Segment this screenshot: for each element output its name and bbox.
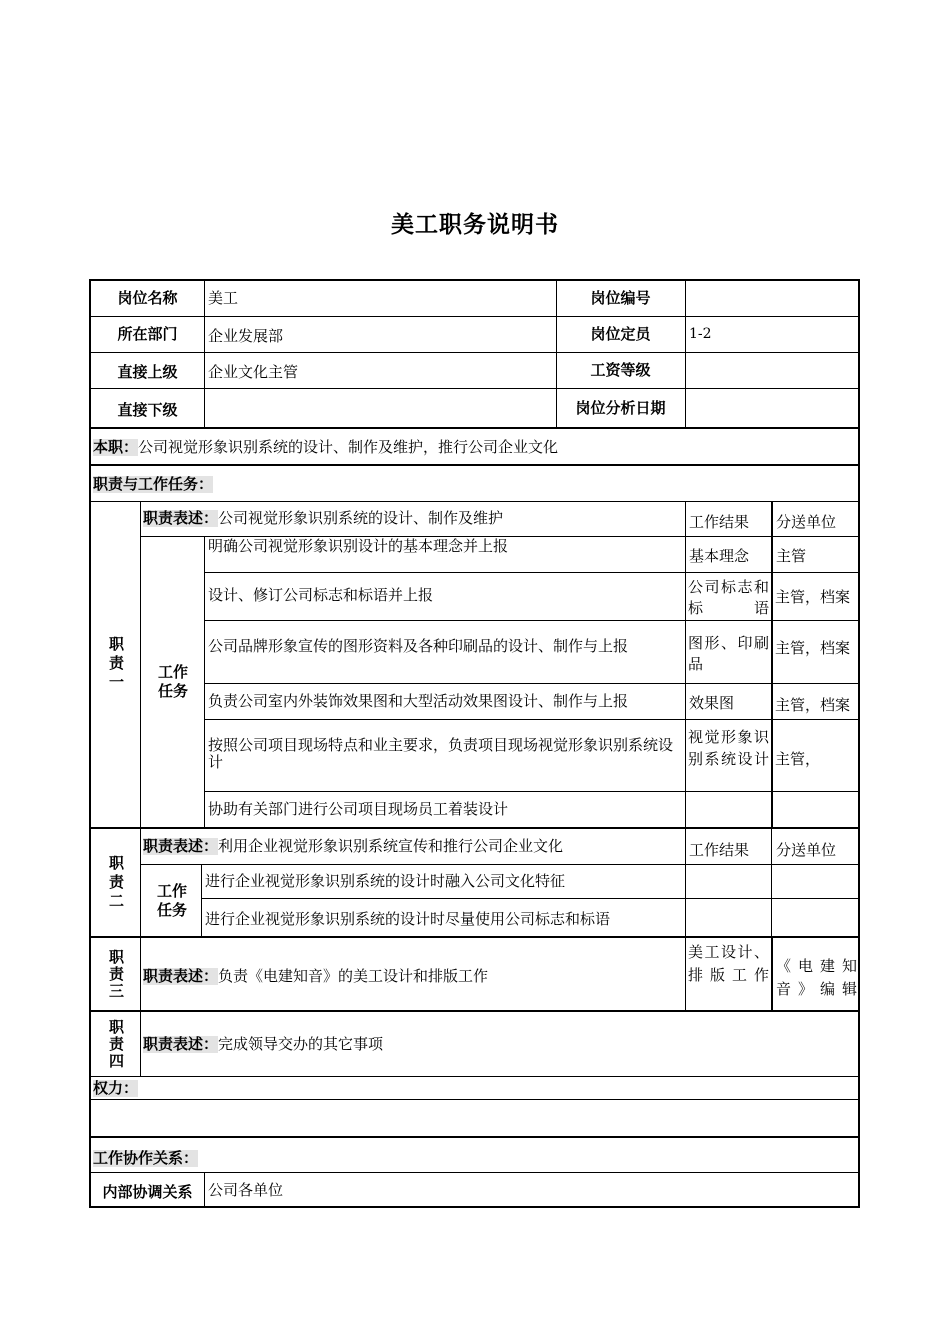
duty1-task-result: 公司标志和标语 bbox=[688, 578, 769, 617]
analysis-date-value bbox=[689, 391, 854, 426]
duty1-tasks-label: 工作任务 bbox=[157, 662, 188, 700]
job-description-table bbox=[89, 279, 860, 1208]
duty1-task-text: 协助有关部门进行公司项目现场员工着装设计 bbox=[208, 799, 509, 818]
cooperation-header-row bbox=[93, 1143, 393, 1173]
core-duty-row bbox=[93, 432, 853, 462]
duty2-result-header: 工作结果 bbox=[689, 840, 750, 859]
duty2-statement: 利用企业视觉形象识别系统宣传和推行公司企业文化 bbox=[218, 836, 564, 855]
duty3-recipient: 《电建知音》编辑 bbox=[776, 957, 857, 998]
salary-grade-label: 工资等级 bbox=[590, 361, 651, 379]
duties-header: 职责与工作任务： bbox=[93, 474, 214, 493]
duty1-task-text: 负责公司室内外装饰效果图和大型活动效果图设计、制作与上报 bbox=[208, 691, 629, 710]
department-label: 所在部门 bbox=[117, 325, 178, 343]
duty1-task-text: 设计、修订公司标志和标语并上报 bbox=[208, 586, 434, 604]
position-code-value bbox=[689, 281, 854, 316]
duty4-statement-row bbox=[143, 1012, 843, 1076]
duty2-task-result bbox=[689, 898, 769, 936]
duty1-task-result bbox=[689, 791, 769, 827]
duty1-task-text: 公司品牌形象宣传的图形资料及各种印刷品的设计、制作与上报 bbox=[208, 636, 629, 655]
duty3-statement-row bbox=[143, 941, 683, 1011]
superior-value: 企业文化主管 bbox=[208, 363, 299, 381]
duty2-task-text: 进行企业视觉形象识别系统的设计时融入公司文化特征 bbox=[205, 871, 566, 890]
authority-text bbox=[95, 1100, 855, 1136]
duty1-recipient-header: 分送单位 bbox=[776, 512, 837, 531]
core-duty-text: 公司视觉形象识别系统的设计、制作及维护，推行公司企业文化 bbox=[138, 437, 559, 456]
duties-header-row bbox=[93, 469, 393, 499]
duty1-task-result: 效果图 bbox=[689, 693, 735, 712]
duty1-task-result: 基本理念 bbox=[689, 547, 750, 565]
superior-label: 直接上级 bbox=[117, 363, 178, 381]
duty3-statement: 负责《电建知音》的美工设计和排版工作 bbox=[218, 966, 489, 985]
headcount-value: 1-2 bbox=[689, 326, 712, 342]
page-title: 美工职务说明书 bbox=[391, 212, 559, 238]
duty2-label: 职责二 bbox=[107, 854, 125, 912]
duty1-task-recipient: 主管， bbox=[775, 749, 821, 768]
authority-row bbox=[93, 1077, 393, 1099]
duty2-tasks-label: 工作任务 bbox=[156, 881, 187, 919]
duty3-result: 美工设计、排版工作 bbox=[688, 943, 769, 984]
duty2-task-text: 进行企业视觉形象识别系统的设计时尽量使用公司标志和标语 bbox=[205, 909, 611, 928]
salary-grade-value bbox=[689, 353, 854, 388]
subordinate-label: 直接下级 bbox=[117, 401, 178, 419]
subordinate-value bbox=[208, 391, 553, 426]
duty1-task-recipient: 主管，档案 bbox=[775, 695, 851, 714]
duty1-statement: 公司视觉形象识别系统的设计、制作及维护 bbox=[218, 508, 504, 527]
duty1-task-result: 图形、印刷品 bbox=[688, 634, 769, 673]
authority-label: 权力： bbox=[93, 1078, 139, 1097]
duty1-task-result: 视觉形象识别系统设计 bbox=[688, 728, 769, 768]
duty2-recipient-header: 分送单位 bbox=[776, 840, 837, 859]
duty1-task-text: 明确公司视觉形象识别设计的基本理念并上报 bbox=[208, 537, 509, 555]
position-name-label: 岗位名称 bbox=[117, 289, 178, 307]
internal-coordination-value: 公司各单位 bbox=[208, 1180, 284, 1199]
position-name-value: 美工 bbox=[208, 289, 239, 307]
duty1-task-recipient: 主管 bbox=[776, 547, 807, 565]
duty4-label: 职责四 bbox=[107, 1018, 125, 1070]
duty1-label: 职责一 bbox=[107, 635, 125, 693]
duty1-result-header: 工作结果 bbox=[689, 512, 750, 531]
duty2-statement-row bbox=[143, 829, 683, 863]
internal-coordination-label: 内部协调关系 bbox=[102, 1182, 193, 1201]
duty1-task-recipient: 主管，档案 bbox=[775, 638, 851, 657]
core-duty-label: 本职： bbox=[93, 437, 139, 456]
duty1-task-recipient bbox=[775, 791, 858, 827]
duty2-task-recipient bbox=[775, 898, 858, 936]
duty4-statement-label: 职责表述： bbox=[143, 1034, 219, 1053]
analysis-date-label: 岗位分析日期 bbox=[575, 399, 666, 417]
duty1-statement-row bbox=[143, 501, 683, 535]
position-code-label: 岗位编号 bbox=[590, 289, 651, 307]
duty2-task-result bbox=[689, 864, 769, 898]
duty3-statement-label: 职责表述： bbox=[143, 966, 219, 985]
cooperation-header: 工作协作关系： bbox=[93, 1148, 199, 1167]
headcount-label: 岗位定员 bbox=[590, 325, 651, 343]
duty3-label: 职责三 bbox=[107, 949, 125, 1000]
duty1-statement-label: 职责表述： bbox=[143, 508, 219, 527]
duty1-task-recipient: 主管，档案 bbox=[775, 588, 851, 606]
duty2-task-recipient bbox=[775, 864, 858, 898]
duty1-task-text: 按照公司项目现场特点和业主要求，负责项目现场视觉形象识别系统设计 bbox=[208, 737, 674, 771]
duty4-statement: 完成领导交办的其它事项 bbox=[218, 1034, 384, 1053]
department-value: 企业发展部 bbox=[208, 327, 284, 345]
duty2-statement-label: 职责表述： bbox=[143, 836, 219, 855]
